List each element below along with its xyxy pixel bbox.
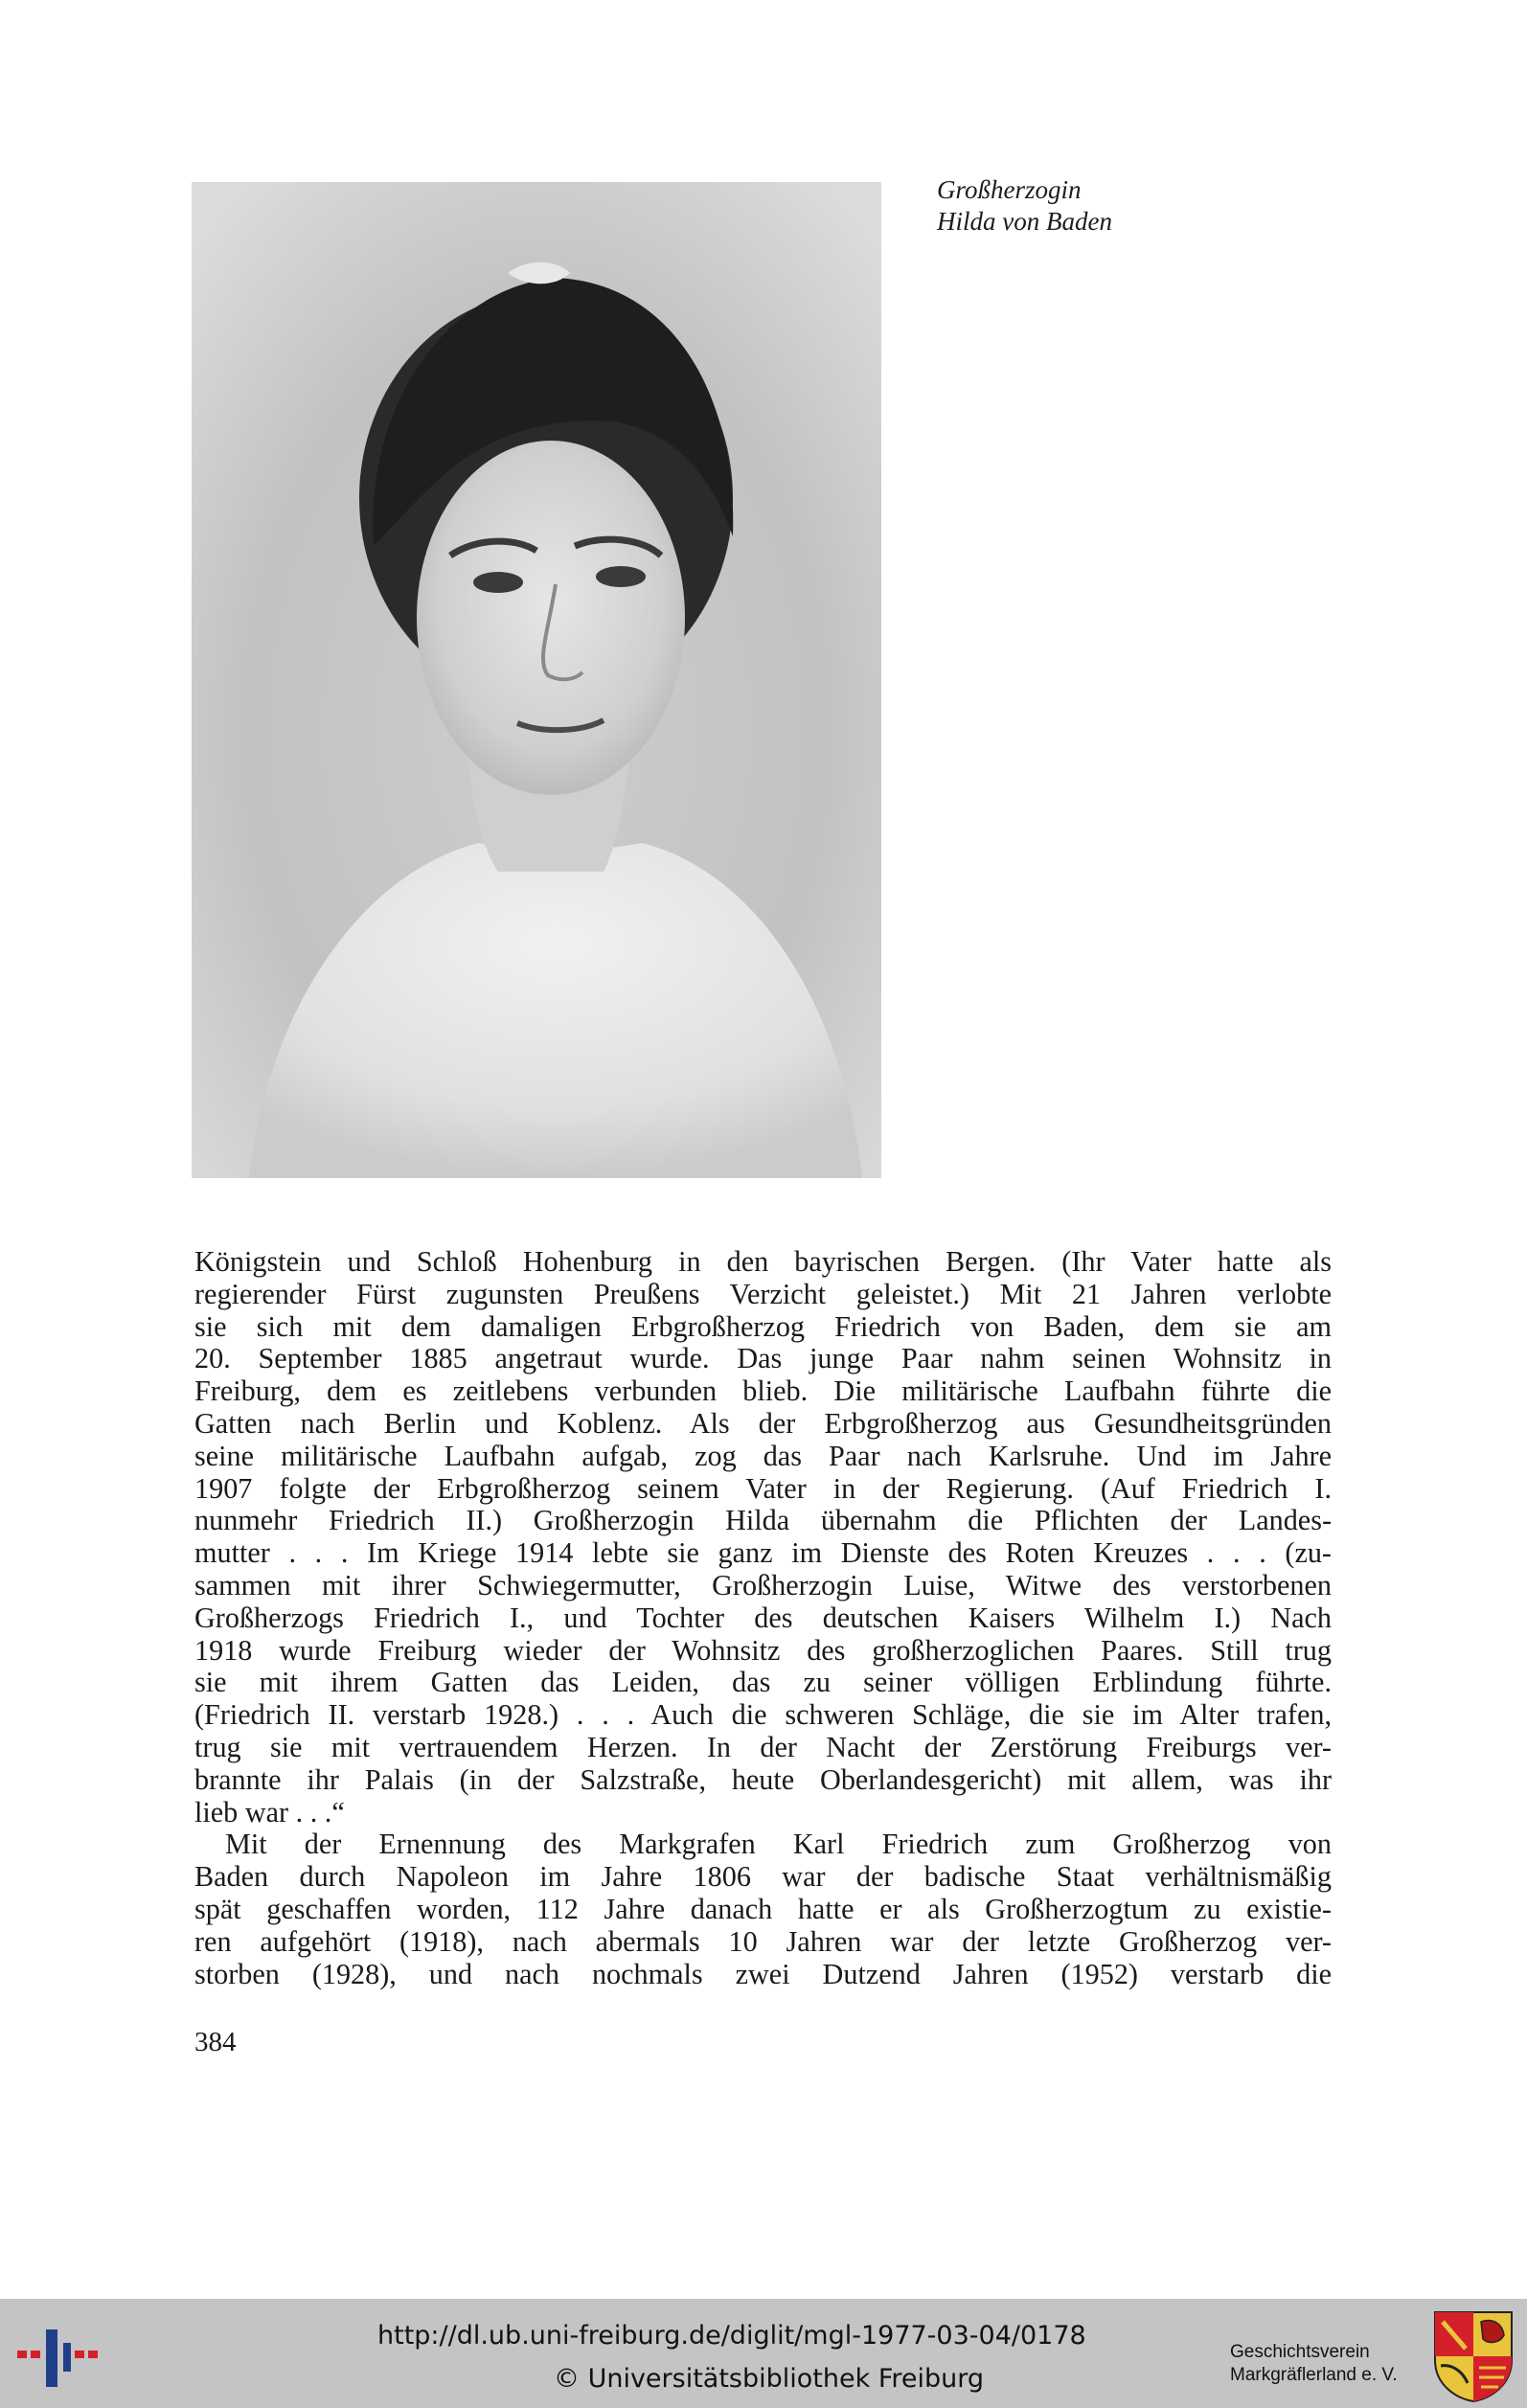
body-text bbox=[194, 1246, 1332, 1990]
copyright-notice: © Universitätsbibliothek Freiburg bbox=[554, 2364, 985, 2394]
text-line: sie mit ihrem Gatten das Leiden, das zu seiner völligen Erblindung führte. bbox=[194, 1666, 1332, 1699]
text-line: Großherzogs Friedrich I., und Tochter des deutschen Kaisers Wilhelm I.) Nach bbox=[194, 1601, 1332, 1634]
text-line: brannte ihr Palais (in der Salzstraße, heute Oberlandesgericht) mit allem, was ihr bbox=[194, 1762, 1332, 1796]
coat-of-arms-icon bbox=[1433, 2310, 1514, 2402]
society-name bbox=[1230, 2341, 1398, 2387]
text-line: 1918 wurde Freiburg wieder der Wohnsitz des großherzoglichen Paares. Still trug bbox=[194, 1633, 1332, 1667]
portrait-image bbox=[192, 182, 881, 1178]
text-line: nunmehr Friedrich II.) Großherzogin Hilda übernahm die Pflichten der Landes- bbox=[194, 1504, 1332, 1537]
society-name-line: Geschichtsverein bbox=[1230, 2342, 1370, 2362]
text-line: sie sich mit dem damaligen Erbgroßherzog Friedrich von Baden, dem sie am bbox=[194, 1309, 1332, 1343]
text-line: Baden durch Napoleon im Jahre 1806 war der badische Staat verhältnismäßig bbox=[194, 1860, 1332, 1894]
text-line: mutter . . . Im Kriege 1914 lebte sie ganz im Dienste des Roten Kreuzes . . . (zu- bbox=[194, 1536, 1332, 1570]
permalink-url[interactable]: http://dl.ub.uni-freiburg.de/diglit/mgl-1977-03-04/0178 bbox=[377, 2321, 1086, 2351]
text-line: Mit der Ernennung des Markgrafen Karl Friedrich zum Großherzog von bbox=[225, 1828, 1332, 1861]
portrait-drawing bbox=[192, 182, 881, 1178]
text-line: spät geschaffen worden, 112 Jahre danach hatte er als Großherzogtum zu existie- bbox=[194, 1892, 1332, 1925]
caption-line: Hilda von Baden bbox=[937, 207, 1112, 236]
page-number: 384 bbox=[194, 2027, 237, 2057]
text-line: storben (1928), und nach nochmals zwei Dutzend Jahren (1952) verstarb die bbox=[194, 1957, 1332, 1990]
text-line: ren aufgehört (1918), nach abermals 10 Jahren war der letzte Großherzog ver- bbox=[194, 1924, 1332, 1958]
footer-bar bbox=[0, 2299, 1527, 2408]
text-line: trug sie mit vertrauendem Herzen. In der Nacht der Zerstörung Freiburgs ver- bbox=[194, 1730, 1332, 1763]
text-line: 20. September 1885 angetraut wurde. Das junge Paar nahm seinen Wohnsitz in bbox=[194, 1342, 1332, 1375]
image-caption bbox=[937, 174, 1112, 238]
text-line: sammen mit ihrer Schwiegermutter, Großherzogin Luise, Witwe des verstorbenen bbox=[194, 1568, 1332, 1602]
text-line: Königstein und Schloß Hohenburg in den bayrischen Bergen. (Ihr Vater hatte als bbox=[194, 1245, 1332, 1278]
caption-line: Großherzogin bbox=[937, 175, 1082, 204]
text-line: Gatten nach Berlin und Koblenz. Als der Erbgroßherzog aus Gesundheitsgründen bbox=[194, 1406, 1332, 1440]
ub-freiburg-logo-icon bbox=[17, 2316, 98, 2393]
text-line: regierender Fürst zugunsten Preußens Verzicht geleistet.) Mit 21 Jahren verlobte bbox=[194, 1277, 1332, 1310]
text-line: 1907 folgte der Erbgroßherzog seinem Vater in der Regierung. (Auf Friedrich I. bbox=[194, 1471, 1332, 1505]
text-line: Freiburg, dem es zeitlebens verbunden blieb. Die militärische Laufbahn führte die bbox=[194, 1374, 1332, 1408]
text-line: seine militärische Laufbahn aufgab, zog das Paar nach Karlsruhe. Und im Jahre bbox=[194, 1439, 1332, 1472]
text-line: (Friedrich II. verstarb 1928.) . . . Auch die schweren Schläge, die sie im Alter trafen, bbox=[194, 1698, 1332, 1732]
text-line: lieb war . . .“ bbox=[194, 1795, 345, 1829]
society-name-line: Markgräflerland e. V. bbox=[1230, 2365, 1398, 2385]
